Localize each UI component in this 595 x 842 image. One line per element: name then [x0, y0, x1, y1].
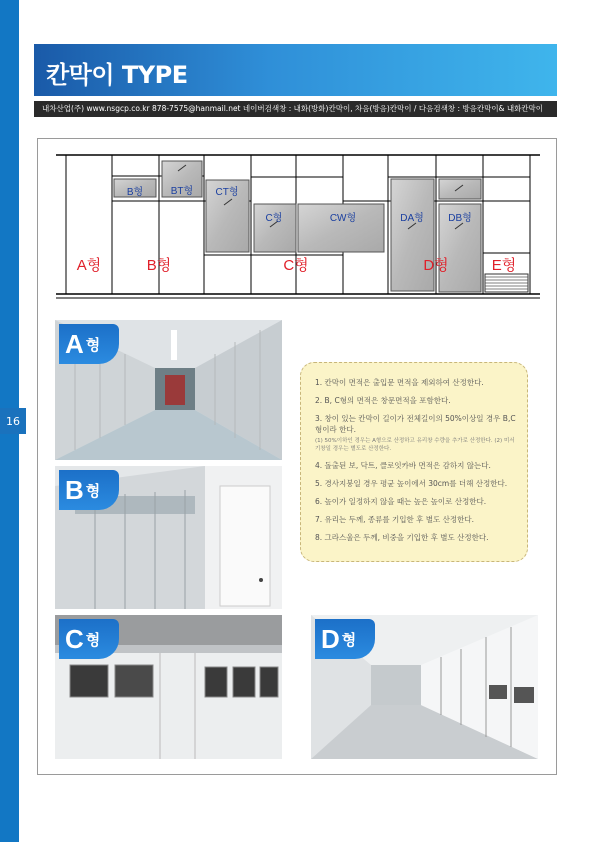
- label-da: DA형: [400, 213, 424, 224]
- page-number: [0, 408, 26, 434]
- note-text: 6. 높이가 일정하지 않을 때는 높은 높이로 산정한다.: [315, 497, 487, 506]
- page-title: 칸막이 TYPE: [46, 61, 188, 89]
- note-item: [315, 377, 517, 388]
- note-text: 3. 창이 있는 칸막이 길이가 전체길이의 50%이상일 경우 B,C형이라 한다.: [315, 414, 516, 434]
- badge-suffix: 형: [85, 335, 101, 354]
- note-text: 2. B, C형의 면적은 창문면적을 포함한다.: [315, 396, 451, 405]
- badge-suffix: 형: [341, 630, 357, 649]
- note-text: 4. 돌출된 보, 닥트, 클로잇카바 면적은 감하지 않는다.: [315, 461, 491, 470]
- photo-c-badge: [59, 619, 119, 659]
- label-e: E형: [491, 257, 517, 274]
- label-bt: BT형: [170, 186, 194, 197]
- label-b: B형: [146, 257, 172, 274]
- photo-a-badge: [59, 324, 119, 364]
- photo-type-b: [55, 466, 282, 609]
- badge-suffix: 형: [85, 481, 101, 500]
- notes-list: [315, 377, 517, 543]
- photo-d-badge: [315, 619, 375, 659]
- note-text: 8. 그라스울은 두께, 비중을 기입한 후 별도 산정한다.: [315, 533, 489, 542]
- glass-pane-db-top: [439, 179, 481, 199]
- badge-suffix: 형: [85, 630, 101, 649]
- photo-type-c: [55, 615, 282, 759]
- note-item: [315, 478, 517, 489]
- photo-type-d: [311, 615, 538, 759]
- contact-strip: 내차산업(주) www.nsgcp.co.kr 878-7575@hanmail.net 네이버검색창 : 내화(방화)칸막이, 차음(방음)칸막이 / 다음검색창 : 방음칸막이& 내화칸막이: [34, 101, 557, 117]
- photo-b-badge: [59, 470, 119, 510]
- note-item: [315, 532, 517, 543]
- badge-letter: B: [65, 474, 84, 505]
- note-text: 1. 칸막이 면적은 출입문 면적을 제외하여 산정한다.: [315, 378, 484, 387]
- note-item: [315, 460, 517, 471]
- label-c-small: C형: [265, 213, 283, 224]
- badge-letter: D: [321, 623, 340, 654]
- page-number-text: 16: [6, 414, 20, 428]
- note-item: [315, 413, 517, 453]
- label-d: D형: [423, 257, 449, 274]
- note-item: [315, 514, 517, 525]
- partition-diagram: [56, 153, 540, 303]
- badge-letter: C: [65, 623, 84, 654]
- note-item: [315, 395, 517, 406]
- label-db: DB형: [448, 213, 472, 224]
- label-ct: CT형: [215, 187, 239, 198]
- badge-letter: A: [65, 328, 84, 359]
- label-c: C형: [283, 257, 309, 274]
- glass-pane-da: [391, 179, 434, 291]
- note-text: 7. 유리는 두께, 종류를 기입한 후 별도 산정한다.: [315, 515, 475, 524]
- louver-e: [485, 274, 528, 292]
- label-b-small: B형: [126, 187, 144, 198]
- note-text: 5. 경사지붕일 경우 평균 높이에서 30cm를 더해 산정한다.: [315, 479, 508, 488]
- notes-box: [300, 362, 528, 562]
- label-a: A형: [76, 257, 102, 274]
- glass-pane-c: [254, 204, 296, 252]
- note-item: [315, 496, 517, 507]
- glass-pane-cw: [298, 204, 384, 252]
- title-band: [34, 44, 557, 96]
- label-cw: CW형: [329, 213, 357, 224]
- note-subtext: (1) 50%이하인 경우는 A형으로 산정하고 유리창 수량을 추가로 산정한다. (2) 미서기창일 경우는 별도로 산정한다.: [315, 438, 515, 452]
- photo-type-a: [55, 320, 282, 460]
